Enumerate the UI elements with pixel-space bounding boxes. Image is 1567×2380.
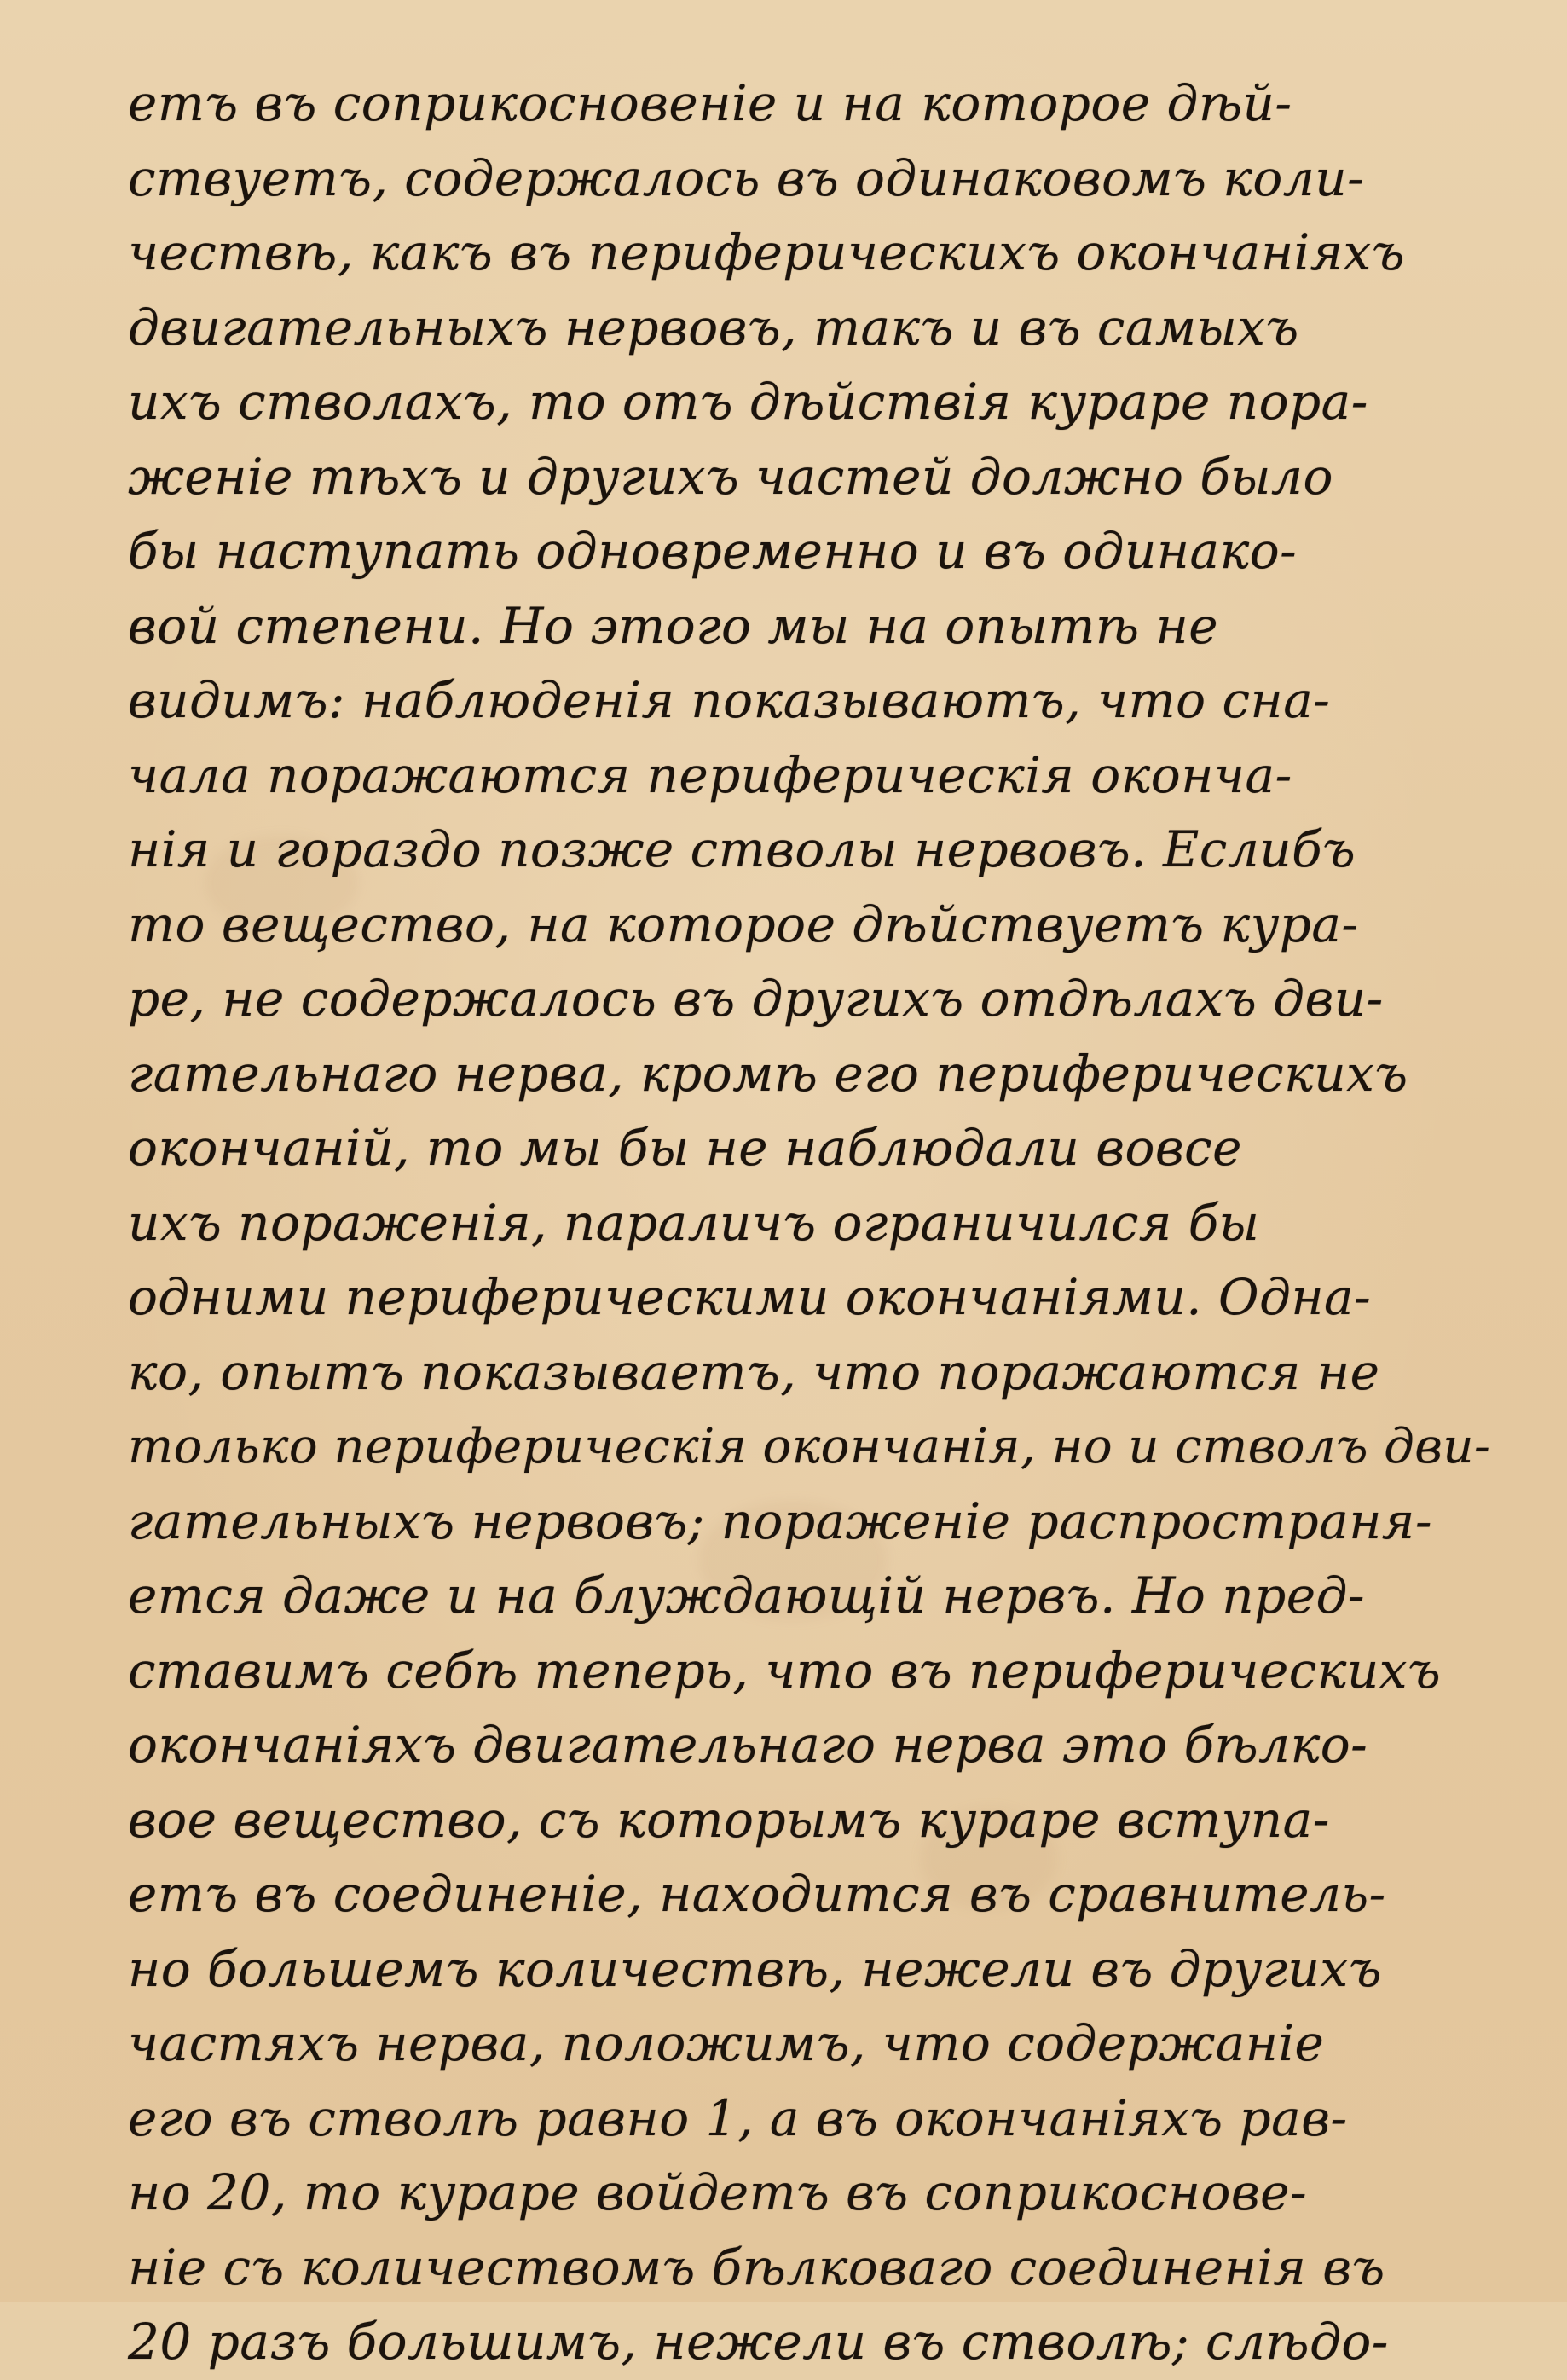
text-line-19: только периферическія окончанія, но и стволъ дви-: [128, 1419, 1491, 1474]
text-line-30: ніе съ количествомъ бѣлковаго соединенія въ: [128, 2238, 1385, 2296]
text-line-23: окончаніяхъ двигательнаго нерва это бѣлко-: [128, 1716, 1368, 1774]
text-line-1: етъ въ соприкосновеніе и на которое дѣй-: [128, 74, 1292, 132]
handwritten-text-block: [128, 67, 1501, 2371]
text-line-8: вой степени. Но этого мы на опытѣ не: [128, 596, 1219, 655]
text-line-13: ре, не содержалось въ другихъ отдѣлахъ дви-: [128, 970, 1384, 1028]
text-line-12: то вещество, на которое дѣйствуетъ кура-: [128, 895, 1359, 953]
text-line-16: ихъ пораженія, параличъ ограничился бы: [128, 1193, 1260, 1252]
text-line-24: вое вещество, съ которымъ кураре вступа-: [128, 1790, 1330, 1849]
text-line-10: чала поражаются периферическія оконча-: [128, 745, 1292, 804]
text-line-31: 20 разъ большимъ, нежели въ стволѣ; слѣдо-: [128, 2313, 1389, 2371]
text-line-9: видимъ: наблюденія показываютъ, что сна-: [128, 671, 1331, 729]
text-line-17: одними периферическими окончаніями. Одна-: [128, 1268, 1372, 1326]
text-line-4: двигательныхъ нервовъ, такъ и въ самыхъ: [128, 298, 1299, 356]
text-line-29: но 20, то кураре войдетъ въ соприкоснове-: [128, 2163, 1308, 2221]
text-line-7: бы наступать одновременно и въ одинако-: [128, 522, 1298, 580]
text-line-20: гательныхъ нервовъ; пораженіе распространя-: [128, 1491, 1432, 1550]
text-line-6: женіе тѣхъ и другихъ частей должно было: [128, 447, 1333, 506]
text-line-26: но большемъ количествѣ, нежели въ другихъ: [128, 1939, 1382, 1998]
text-line-18: ко, опытъ показываетъ, что поражаются не: [128, 1342, 1380, 1401]
text-line-15: окончаній, то мы бы не наблюдали вовсе: [128, 1119, 1242, 1177]
text-line-28: его въ стволѣ равно 1, а въ окончаніяхъ рав-: [128, 2088, 1348, 2147]
text-line-27: частяхъ нерва, положимъ, что содержаніе: [128, 2014, 1325, 2072]
text-line-3: чествѣ, какъ въ периферическихъ окончаніяхъ: [128, 223, 1405, 281]
text-line-2: ствуетъ, содержалось въ одинаковомъ коли-: [128, 148, 1365, 207]
text-line-21: ется даже и на блуждающій нервъ. Но пред-: [128, 1566, 1365, 1624]
text-line-5: ихъ стволахъ, то отъ дѣйствія кураре пора-: [128, 373, 1368, 431]
text-line-14: гательнаго нерва, кромѣ его периферическихъ: [128, 1044, 1408, 1103]
text-line-11: нія и гораздо позже стволы нервовъ. Еслибъ: [128, 820, 1356, 878]
text-line-25: етъ въ соединеніе, находится въ сравнитель-: [128, 1865, 1386, 1923]
text-line-22: ставимъ себѣ теперь, что въ периферическихъ: [128, 1641, 1442, 1700]
